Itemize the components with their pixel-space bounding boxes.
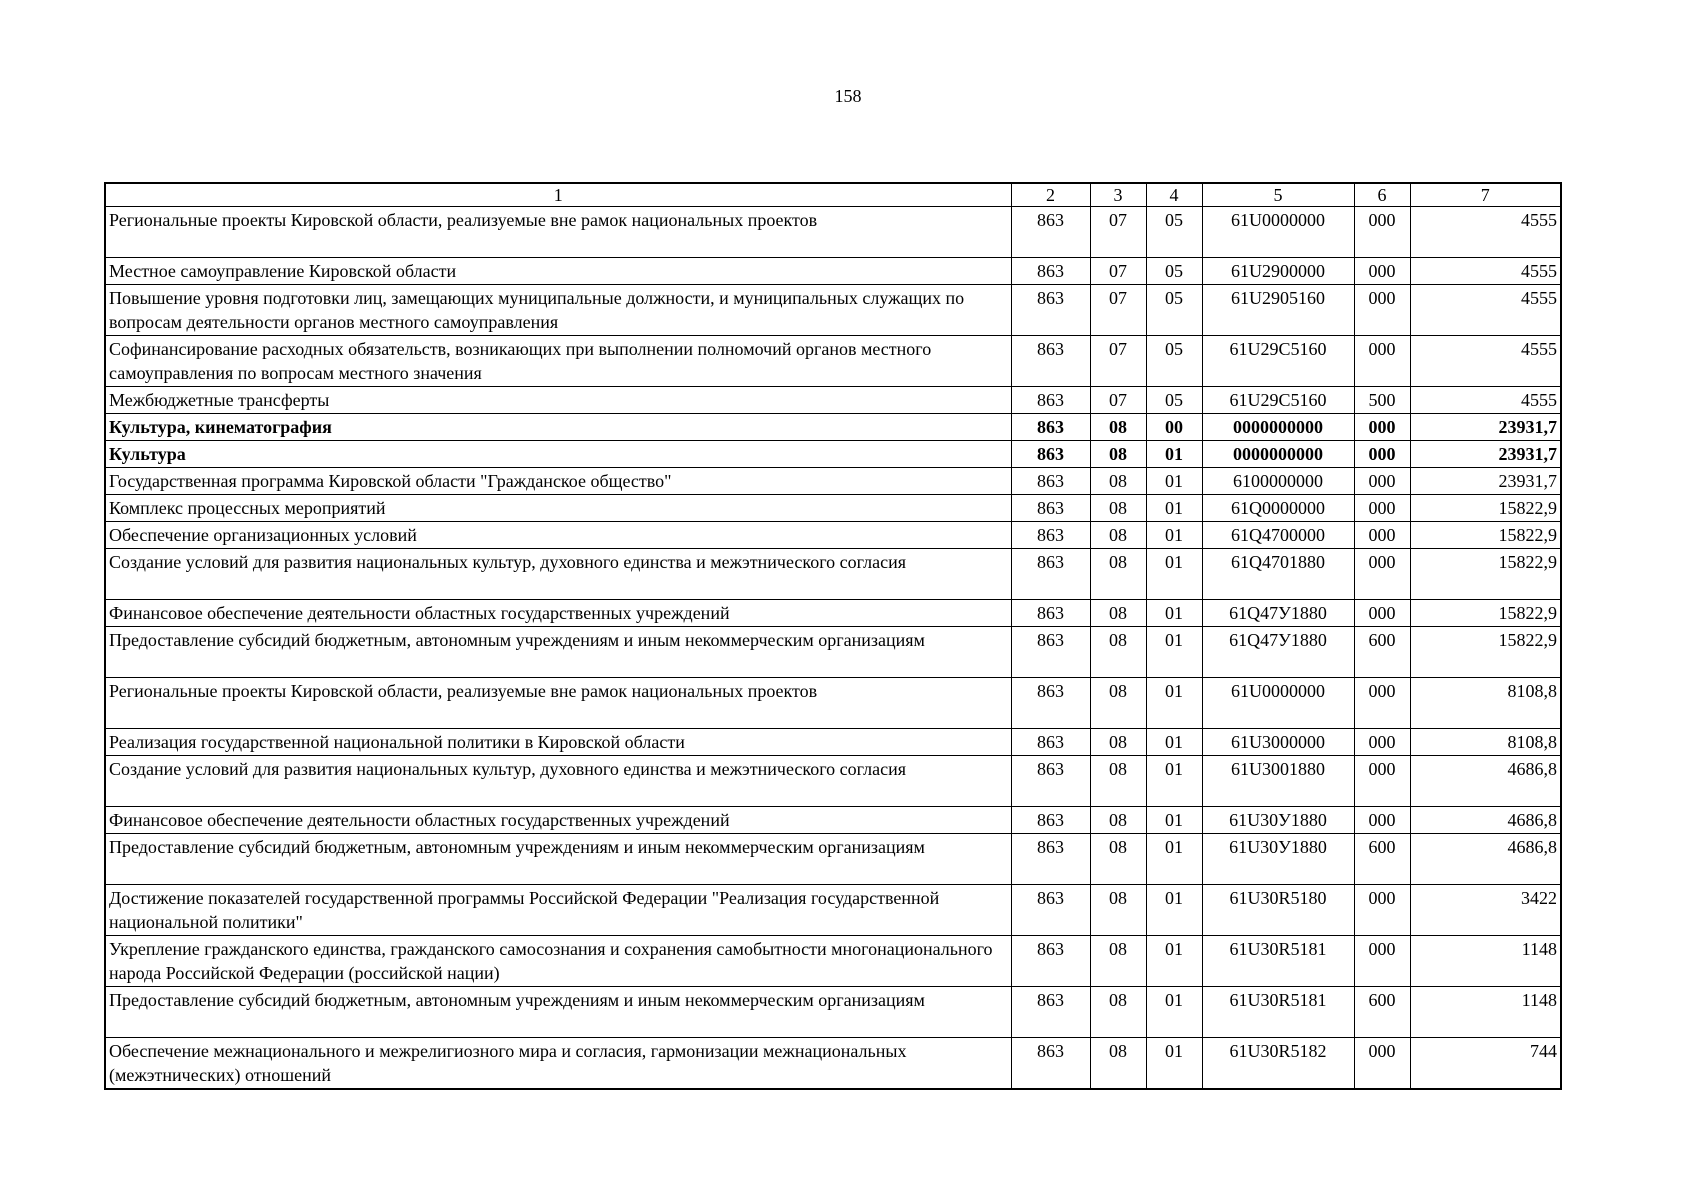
- row-admin-code: 863: [1011, 387, 1090, 414]
- table-row: [105, 336, 1561, 387]
- row-amount: 23931,7: [1410, 441, 1561, 468]
- row-target-article: 61U30R5180: [1202, 885, 1354, 936]
- row-expense-type: 000: [1354, 936, 1410, 987]
- row-admin-code: 863: [1011, 468, 1090, 495]
- row-subsection: 05: [1146, 258, 1202, 285]
- header-col-4: 4: [1146, 183, 1202, 207]
- row-target-article: 61Q4700000: [1202, 522, 1354, 549]
- row-target-article: 61Q4701880: [1202, 549, 1354, 600]
- row-subsection: 01: [1146, 549, 1202, 600]
- row-admin-code: 863: [1011, 627, 1090, 678]
- row-target-article: 61U0000000: [1202, 678, 1354, 729]
- row-target-article: 61U30У1880: [1202, 807, 1354, 834]
- row-section: 08: [1090, 522, 1146, 549]
- table-row: [105, 468, 1561, 495]
- row-amount: 4555: [1410, 336, 1561, 387]
- row-name: Повышение уровня подготовки лиц, замещающих муниципальные должности, и муниципальных служащих по вопросам деятельности органов местного самоуправления: [105, 285, 1011, 336]
- row-amount: 15822,9: [1410, 495, 1561, 522]
- row-expense-type: 000: [1354, 1038, 1410, 1090]
- row-section: 08: [1090, 729, 1146, 756]
- row-amount: 4686,8: [1410, 756, 1561, 807]
- row-amount: 1148: [1410, 936, 1561, 987]
- row-name: Комплекс процессных мероприятий: [105, 495, 1011, 522]
- table-row: [105, 495, 1561, 522]
- row-name: Создание условий для развития национальных культур, духовного единства и межэтнического согласия: [105, 549, 1011, 600]
- row-subsection: 01: [1146, 936, 1202, 987]
- row-amount: 15822,9: [1410, 522, 1561, 549]
- row-subsection: 05: [1146, 336, 1202, 387]
- row-amount: 4555: [1410, 285, 1561, 336]
- row-section: 07: [1090, 336, 1146, 387]
- row-section: 08: [1090, 678, 1146, 729]
- row-name: Культура: [105, 441, 1011, 468]
- table-row: [105, 678, 1561, 729]
- row-admin-code: 863: [1011, 987, 1090, 1038]
- row-target-article: 61Q47У1880: [1202, 627, 1354, 678]
- table-row: [105, 600, 1561, 627]
- row-amount: 4686,8: [1410, 834, 1561, 885]
- row-admin-code: 863: [1011, 522, 1090, 549]
- table-row: [105, 258, 1561, 285]
- row-subsection: 05: [1146, 387, 1202, 414]
- row-name: Предоставление субсидий бюджетным, автономным учреждениям и иным некоммерческим организациям: [105, 627, 1011, 678]
- row-name: Межбюджетные трансферты: [105, 387, 1011, 414]
- row-subsection: 01: [1146, 441, 1202, 468]
- row-target-article: 61U2900000: [1202, 258, 1354, 285]
- row-section: 07: [1090, 207, 1146, 258]
- row-admin-code: 863: [1011, 495, 1090, 522]
- row-admin-code: 863: [1011, 756, 1090, 807]
- row-admin-code: 863: [1011, 885, 1090, 936]
- row-amount: 4555: [1410, 387, 1561, 414]
- row-subsection: 00: [1146, 414, 1202, 441]
- row-expense-type: 000: [1354, 258, 1410, 285]
- row-name: Создание условий для развития национальных культур, духовного единства и межэтнического согласия: [105, 756, 1011, 807]
- row-admin-code: 863: [1011, 441, 1090, 468]
- row-expense-type: 600: [1354, 834, 1410, 885]
- row-expense-type: 000: [1354, 207, 1410, 258]
- row-target-article: 61U2905160: [1202, 285, 1354, 336]
- row-subsection: 05: [1146, 207, 1202, 258]
- row-target-article: 6100000000: [1202, 468, 1354, 495]
- row-expense-type: 000: [1354, 495, 1410, 522]
- row-admin-code: 863: [1011, 678, 1090, 729]
- row-target-article: 61U30У1880: [1202, 834, 1354, 885]
- row-amount: 4686,8: [1410, 807, 1561, 834]
- row-subsection: 05: [1146, 285, 1202, 336]
- row-admin-code: 863: [1011, 414, 1090, 441]
- row-name: Обеспечение межнационального и межрелигиозного мира и согласия, гармонизации межнациональных (межэтнических) отношений: [105, 1038, 1011, 1090]
- row-section: 08: [1090, 807, 1146, 834]
- row-target-article: 61U30R5181: [1202, 936, 1354, 987]
- row-name: Финансовое обеспечение деятельности областных государственных учреждений: [105, 600, 1011, 627]
- row-section: 08: [1090, 885, 1146, 936]
- row-expense-type: 000: [1354, 678, 1410, 729]
- row-section: 08: [1090, 834, 1146, 885]
- row-subsection: 01: [1146, 834, 1202, 885]
- page-number: 158: [834, 86, 862, 106]
- header-col-6: 6: [1354, 183, 1410, 207]
- row-name: Достижение показателей государственной программы Российской Федерации "Реализация государственной национальной политики": [105, 885, 1011, 936]
- row-name: Государственная программа Кировской области "Гражданское общество": [105, 468, 1011, 495]
- row-name: Предоставление субсидий бюджетным, автономным учреждениям и иным некоммерческим организациям: [105, 834, 1011, 885]
- table-row: [105, 387, 1561, 414]
- row-section: 08: [1090, 987, 1146, 1038]
- row-section: 08: [1090, 468, 1146, 495]
- row-admin-code: 863: [1011, 336, 1090, 387]
- row-amount: 15822,9: [1410, 600, 1561, 627]
- table-header-row: [105, 183, 1561, 207]
- row-section: 07: [1090, 258, 1146, 285]
- row-admin-code: 863: [1011, 834, 1090, 885]
- row-admin-code: 863: [1011, 207, 1090, 258]
- row-name: Культура, кинематография: [105, 414, 1011, 441]
- row-expense-type: 000: [1354, 336, 1410, 387]
- row-name: Обеспечение организационных условий: [105, 522, 1011, 549]
- row-section: 08: [1090, 600, 1146, 627]
- row-target-article: 61U30R5181: [1202, 987, 1354, 1038]
- row-name: Региональные проекты Кировской области, реализуемые вне рамок национальных проектов: [105, 678, 1011, 729]
- table-row: [105, 414, 1561, 441]
- row-subsection: 01: [1146, 495, 1202, 522]
- header-col-7: 7: [1410, 183, 1561, 207]
- row-expense-type: 000: [1354, 756, 1410, 807]
- row-subsection: 01: [1146, 627, 1202, 678]
- row-target-article: 0000000000: [1202, 441, 1354, 468]
- row-expense-type: 500: [1354, 387, 1410, 414]
- table-row: [105, 729, 1561, 756]
- row-subsection: 01: [1146, 600, 1202, 627]
- header-col-5: 5: [1202, 183, 1354, 207]
- table-row: [105, 807, 1561, 834]
- row-amount: 23931,7: [1410, 468, 1561, 495]
- row-admin-code: 863: [1011, 807, 1090, 834]
- row-target-article: 61U0000000: [1202, 207, 1354, 258]
- row-expense-type: 000: [1354, 807, 1410, 834]
- table-row: [105, 627, 1561, 678]
- row-expense-type: 000: [1354, 285, 1410, 336]
- row-expense-type: 000: [1354, 468, 1410, 495]
- row-target-article: 61Q0000000: [1202, 495, 1354, 522]
- row-section: 08: [1090, 936, 1146, 987]
- row-section: 08: [1090, 627, 1146, 678]
- row-target-article: 61Q47У1880: [1202, 600, 1354, 627]
- row-section: 07: [1090, 387, 1146, 414]
- row-amount: 744: [1410, 1038, 1561, 1090]
- row-name: Предоставление субсидий бюджетным, автономным учреждениям и иным некоммерческим организациям: [105, 987, 1011, 1038]
- row-admin-code: 863: [1011, 729, 1090, 756]
- table-row: [105, 522, 1561, 549]
- table-row: [105, 441, 1561, 468]
- row-subsection: 01: [1146, 807, 1202, 834]
- budget-table: [104, 182, 1562, 1090]
- row-expense-type: 000: [1354, 600, 1410, 627]
- row-section: 07: [1090, 285, 1146, 336]
- table-row: [105, 756, 1561, 807]
- row-amount: 15822,9: [1410, 549, 1561, 600]
- row-target-article: 61U3000000: [1202, 729, 1354, 756]
- row-target-article: 61U3001880: [1202, 756, 1354, 807]
- row-name: Укрепление гражданского единства, гражданского самосознания и сохранения самобытности многонационального народа Российской Федерации (российской нации): [105, 936, 1011, 987]
- row-admin-code: 863: [1011, 258, 1090, 285]
- row-section: 08: [1090, 441, 1146, 468]
- row-expense-type: 000: [1354, 885, 1410, 936]
- row-subsection: 01: [1146, 885, 1202, 936]
- row-section: 08: [1090, 1038, 1146, 1090]
- row-section: 08: [1090, 756, 1146, 807]
- table-row: [105, 1038, 1561, 1090]
- table-row: [105, 549, 1561, 600]
- row-amount: 8108,8: [1410, 729, 1561, 756]
- table-row: [105, 885, 1561, 936]
- table-row: [105, 936, 1561, 987]
- header-col-1: 1: [105, 183, 1011, 207]
- row-section: 08: [1090, 495, 1146, 522]
- row-expense-type: 000: [1354, 549, 1410, 600]
- row-amount: 15822,9: [1410, 627, 1561, 678]
- row-subsection: 01: [1146, 987, 1202, 1038]
- row-name: Реализация государственной национальной политики в Кировской области: [105, 729, 1011, 756]
- table-row: [105, 834, 1561, 885]
- row-amount: 8108,8: [1410, 678, 1561, 729]
- row-amount: 4555: [1410, 258, 1561, 285]
- row-subsection: 01: [1146, 678, 1202, 729]
- row-name: Софинансирование расходных обязательств, возникающих при выполнении полномочий органов местного самоуправления по вопросам местного значения: [105, 336, 1011, 387]
- row-name: Местное самоуправление Кировской области: [105, 258, 1011, 285]
- row-section: 08: [1090, 414, 1146, 441]
- row-target-article: 0000000000: [1202, 414, 1354, 441]
- header-col-2: 2: [1011, 183, 1090, 207]
- row-expense-type: 600: [1354, 627, 1410, 678]
- row-amount: 3422: [1410, 885, 1561, 936]
- row-admin-code: 863: [1011, 936, 1090, 987]
- row-target-article: 61U29C5160: [1202, 387, 1354, 414]
- row-amount: 4555: [1410, 207, 1561, 258]
- row-expense-type: 000: [1354, 414, 1410, 441]
- row-expense-type: 000: [1354, 729, 1410, 756]
- row-name: Региональные проекты Кировской области, реализуемые вне рамок национальных проектов: [105, 207, 1011, 258]
- row-target-article: 61U29C5160: [1202, 336, 1354, 387]
- table-row: [105, 987, 1561, 1038]
- row-amount: 1148: [1410, 987, 1561, 1038]
- row-expense-type: 000: [1354, 522, 1410, 549]
- row-expense-type: 000: [1354, 441, 1410, 468]
- table-row: [105, 285, 1561, 336]
- table-row: [105, 207, 1561, 258]
- row-admin-code: 863: [1011, 549, 1090, 600]
- row-subsection: 01: [1146, 468, 1202, 495]
- row-admin-code: 863: [1011, 1038, 1090, 1090]
- row-subsection: 01: [1146, 729, 1202, 756]
- row-expense-type: 600: [1354, 987, 1410, 1038]
- row-name: Финансовое обеспечение деятельности областных государственных учреждений: [105, 807, 1011, 834]
- row-section: 08: [1090, 549, 1146, 600]
- row-admin-code: 863: [1011, 600, 1090, 627]
- row-subsection: 01: [1146, 522, 1202, 549]
- row-subsection: 01: [1146, 1038, 1202, 1090]
- row-admin-code: 863: [1011, 285, 1090, 336]
- row-amount: 23931,7: [1410, 414, 1561, 441]
- row-target-article: 61U30R5182: [1202, 1038, 1354, 1090]
- row-subsection: 01: [1146, 756, 1202, 807]
- header-col-3: 3: [1090, 183, 1146, 207]
- table-body: [105, 207, 1561, 1090]
